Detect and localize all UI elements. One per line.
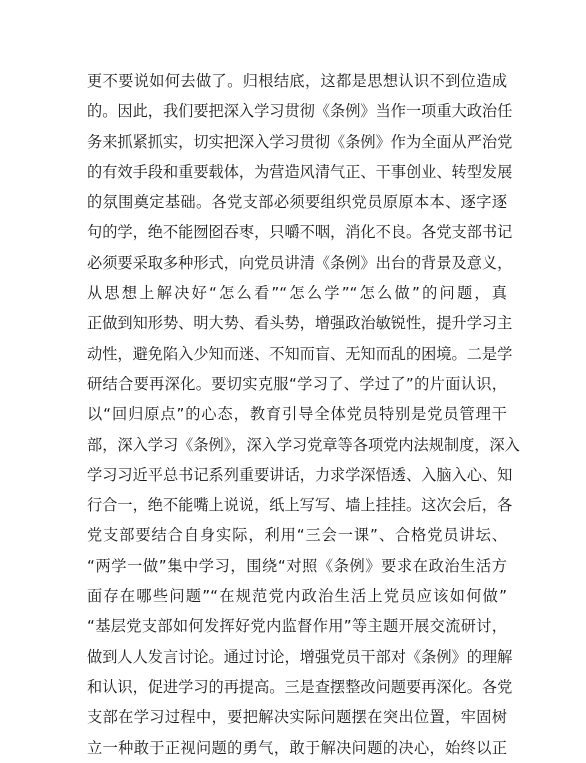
text-line: 支部在学习过程中，要把解决实际问题摆在突出位置，牢固树 [87, 708, 507, 727]
body-text [87, 66, 520, 763]
text-line: 行合一，绝不能嘴上说说，纸上写写、墙上挂挂。这次会后，各 [87, 496, 513, 515]
text-line: 做到人人发言讨论。通过讨论，增强党员干部对《条例》的理解 [87, 647, 513, 666]
text-line: 的氛围奠定基础。各党支部必须要组织党员原原本本、逐字逐 [87, 193, 507, 212]
text-line: 和认识，促进学习的再提高。三是查摆整改问题要再深化。各党 [87, 677, 513, 696]
text-line: 从思想上解决好“怎么看”“怎么学”“怎么做”的问题，真 [87, 284, 507, 303]
text-line: 立一种敢于正视问题的勇气，敢于解决问题的决心，始终以正 [87, 738, 507, 757]
text-line: 更不要说如何去做了。归根结底，这都是思想认识不到位造成 [87, 72, 507, 90]
text-line: “两学一做”集中学习，围绕“对照《条例》要求在政治生活方 [87, 556, 507, 575]
text-line: 句的学，绝不能囫囵吞枣，只嚼不咽，消化不良。各党支部书记 [87, 223, 513, 242]
text-line: 动性，避免陷入少知而迷、不知而盲、无知而乱的困境。二是学 [87, 344, 513, 363]
text-line: 部，深入学习《条例》，深入学习党章等各项党内法规制度，深入 [87, 435, 520, 454]
text-line: 以“回归原点”的心态，教育引导全体党员特别是党员管理干 [87, 405, 507, 424]
text-line: 党支部要结合自身实际，利用“三会一课”、合格党员讲坛、 [87, 526, 507, 545]
text-line: 务来抓紧抓实，切实把深入学习贯彻《条例》作为全面从严治党 [87, 132, 513, 151]
text-line: “基层党支部如何发挥好党内监督作用”等主题开展交流研讨， [87, 617, 507, 636]
text-line: 面存在哪些问题”“在规范党内政治生活上党员应该如何做” [87, 587, 507, 606]
text-line: 的有效手段和重要载体，为营造风清气正、干事创业、转型发展 [87, 162, 513, 181]
text-line: 必须要采取多种形式，向党员讲清《条例》出台的背景及意义， [87, 253, 513, 272]
text-line: 学习习近平总书记系列重要讲话，力求学深悟透、入脑入心、知 [87, 465, 513, 484]
text-line: 的。因此，我们要把深入学习贯彻《条例》当作一项重大政治任 [87, 102, 513, 121]
text-line: 正做到知形势、明大势、看头势，增强政治敏锐性，提升学习主 [87, 314, 513, 333]
text-line: 研结合要再深化。要切实克服“学习了、学过了”的片面认识， [87, 374, 507, 393]
